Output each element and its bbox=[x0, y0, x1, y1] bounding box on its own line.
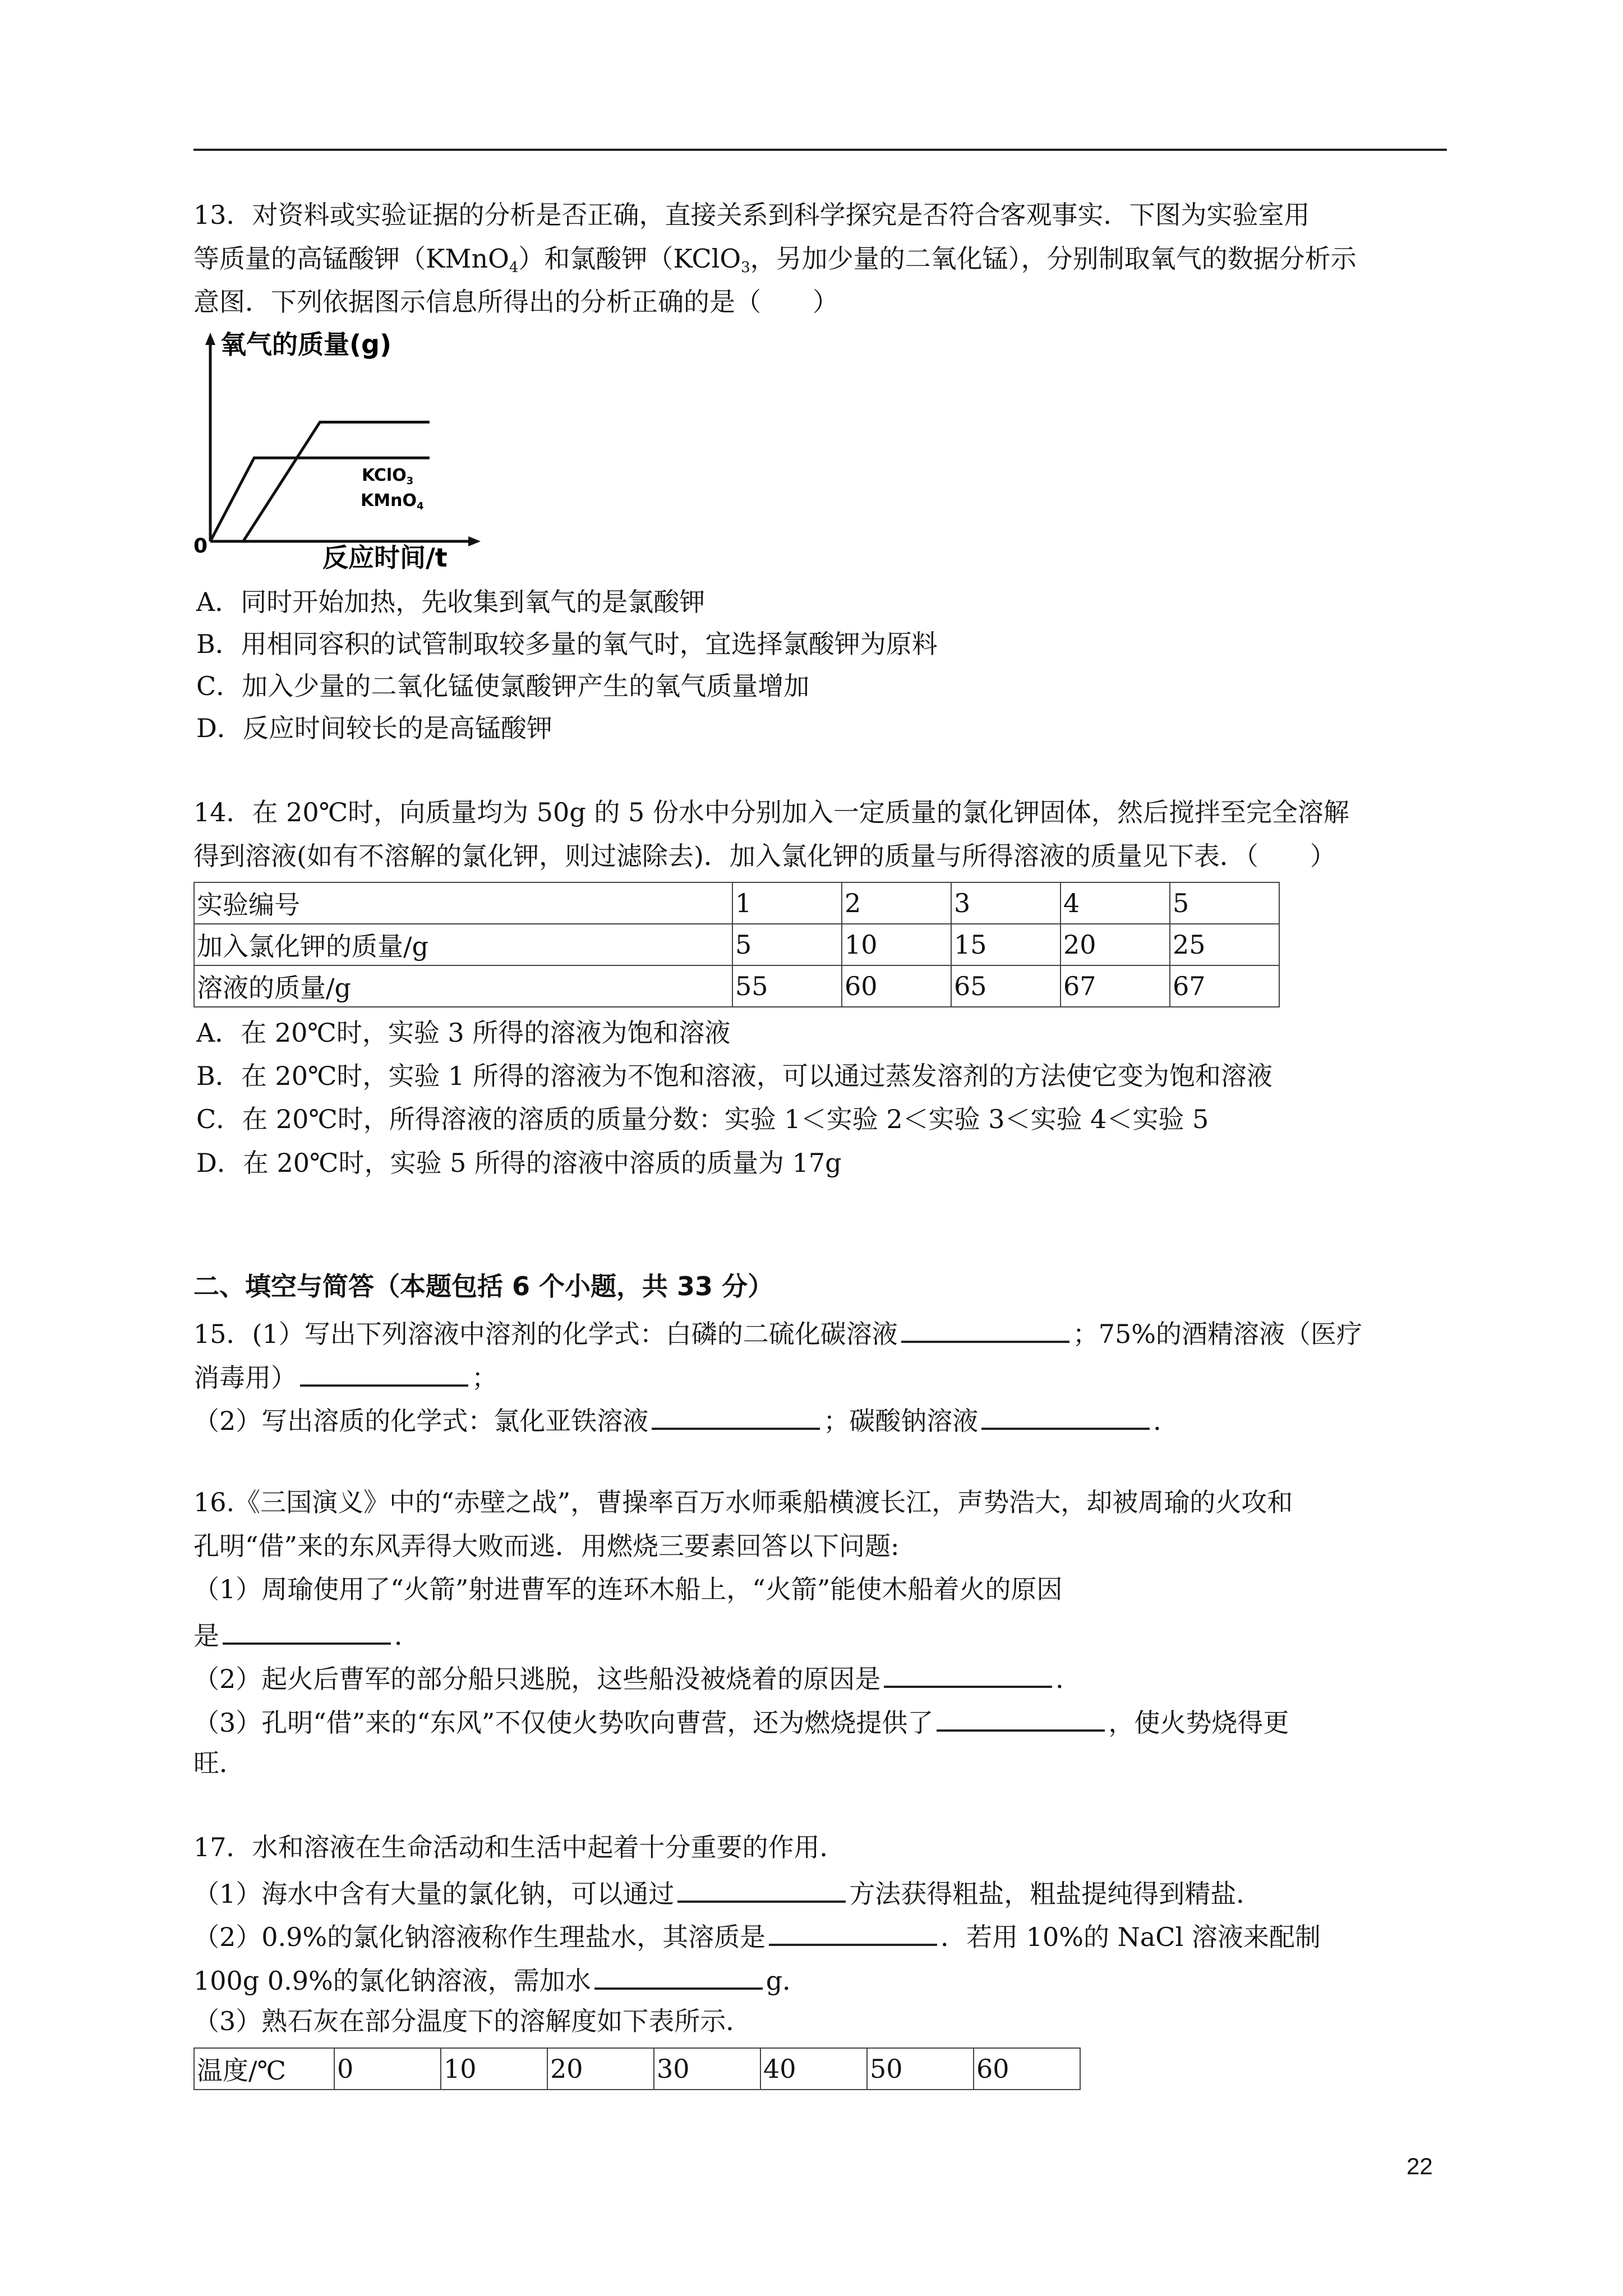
table-row bbox=[194, 924, 1279, 965]
q13-stem-line-2: 等质量的高锰酸钾（KMnO$_4$）和氯酸钾（KClO$_3$，另加少量的二氧化锰），分别制取氧气的数据分析示 bbox=[193, 243, 1357, 276]
q15-line-3: （2）写出溶质的化学式：氯化亚铁溶液 ；碳酸钠溶液 ． bbox=[193, 1406, 1179, 1436]
y-axis-arrow bbox=[205, 333, 215, 345]
q13-option-a: A．同时开始加热，先收集到氧气的是氯酸钾 bbox=[196, 587, 706, 617]
table-cell: 60 bbox=[842, 965, 951, 1007]
table-cell: 40 bbox=[760, 2048, 867, 2090]
table-cell: 5 bbox=[732, 924, 842, 965]
answer-blank[interactable] bbox=[901, 1318, 1069, 1343]
table-cell: 0 bbox=[334, 2048, 441, 2090]
table-cell: 65 bbox=[951, 965, 1061, 1007]
table-cell: 55 bbox=[732, 965, 842, 1007]
table-cell: 1 bbox=[732, 882, 842, 924]
q17-line-5: （3）熟石灰在部分温度下的溶解度如下表所示． bbox=[193, 2006, 752, 2036]
table-cell: 20 bbox=[547, 2048, 654, 2090]
answer-blank[interactable] bbox=[769, 1921, 937, 1946]
x-axis-arrow bbox=[468, 536, 481, 546]
q14-stem-line-1: 14．在 20℃时，向质量均为 50g 的 5 份水中分别加入一定质量的氯化钾固体，然后搅拌至完全溶解 bbox=[193, 797, 1349, 827]
q15-line-1: 15．(1）写出下列溶液中溶剂的化学式：白磷的二硫化碳溶液 ；75%的酒精溶液（医疗 bbox=[193, 1319, 1362, 1349]
q16-line-5: （2）起火后曹军的部分船只逃脱，这些船没被烧着的原因是 ． bbox=[193, 1664, 1082, 1694]
page-number: 22 bbox=[1407, 2153, 1433, 2179]
table-cell: 4 bbox=[1061, 882, 1170, 924]
table-cell: 67 bbox=[1170, 965, 1279, 1007]
table-cell: 3 bbox=[951, 882, 1061, 924]
q16-line-3: （1）周瑜使用了“火箭”射进曹军的连环木船上，“火箭”能使木船着火的原因 bbox=[193, 1574, 1063, 1604]
q17-line-3: （2）0.9%的氯化钠溶液称作生理盐水，其溶质是 ．若用 10%的 NaCl 溶液来配制 bbox=[193, 1922, 1321, 1952]
q13-stem-line-3: 意图．下列依据图示信息所得出的分析正确的是（ ） bbox=[193, 287, 838, 317]
q13-option-d: D．反应时间较长的是高锰酸钾 bbox=[196, 713, 552, 743]
table-cell: 50 bbox=[867, 2048, 974, 2090]
q16-line-1: 16.《三国演义》中的“赤壁之战”，曹操率百万水师乘船横渡长江，声势浩大，却被周瑜的火攻和 bbox=[193, 1487, 1293, 1517]
answer-blank[interactable] bbox=[981, 1405, 1150, 1430]
table-cell: 实验编号 bbox=[194, 882, 732, 924]
table-row bbox=[194, 2048, 1080, 2090]
answer-blank[interactable] bbox=[937, 1707, 1105, 1732]
legend-kclo3: KClO$_3$ bbox=[362, 466, 414, 487]
q13-stem-line-1: 13．对资料或实验证据的分析是否正确，直接关系到科学探究是否符合客观事实．下图为实验室用 bbox=[193, 200, 1310, 230]
table-cell: 15 bbox=[951, 924, 1061, 965]
table-row bbox=[194, 882, 1279, 924]
answer-blank[interactable] bbox=[652, 1405, 820, 1430]
answer-blank[interactable] bbox=[677, 1878, 846, 1903]
table-cell: 加入氯化钾的质量/g bbox=[194, 924, 732, 965]
q14-table bbox=[193, 882, 1280, 1007]
q14-option-c: C．在 20℃时，所得溶液的溶质的质量分数：实验 1＜实验 2＜实验 3＜实验 4＜实验 5 bbox=[196, 1104, 1209, 1134]
section-2-title: 二、填空与简答（本题包括 6 个小题，共 33 分） bbox=[193, 1271, 774, 1301]
q13-option-b: B．用相同容积的试管制取较多量的氧气时，宜选择氯酸钾为原料 bbox=[196, 629, 938, 659]
q16-line-6: （3）孔明“借”来的“东风”不仅使火势吹向曹营，还为燃烧提供了 ，使火势烧得更 bbox=[193, 1708, 1289, 1738]
q17-solubility-table bbox=[193, 2047, 1081, 2090]
answer-blank[interactable] bbox=[594, 1965, 763, 1990]
chart-x-axis-label: 反应时间/t bbox=[322, 542, 448, 572]
q14-option-d: D．在 20℃时，实验 5 所得的溶液中溶质的质量为 17g bbox=[196, 1148, 842, 1178]
answer-blank[interactable] bbox=[884, 1663, 1052, 1688]
answer-blank[interactable] bbox=[223, 1620, 391, 1645]
chart-y-axis-label: 氧气的质量(g) bbox=[220, 331, 391, 360]
table-cell: 10 bbox=[842, 924, 951, 965]
q16-line-4: 是 ． bbox=[193, 1621, 420, 1651]
legend-kmno4: KMnO$_4$ bbox=[361, 491, 424, 512]
q15-line-2: 消毒用） ； bbox=[193, 1363, 497, 1393]
table-cell: 20 bbox=[1061, 924, 1170, 965]
table-cell: 60 bbox=[974, 2048, 1080, 2090]
table-cell: 30 bbox=[654, 2048, 760, 2090]
q16-line-7: 旺． bbox=[193, 1748, 245, 1778]
oxygen-mass-chart bbox=[193, 331, 508, 572]
table-cell: 25 bbox=[1170, 924, 1279, 965]
q17-line-2: （1）海水中含有大量的氯化钠，可以通过 方法获得粗盐，粗盐提纯得到精盐． bbox=[193, 1879, 1262, 1909]
q14-stem-line-2: 得到溶液(如有不溶解的氯化钾，则过滤除去)．加入氯化钾的质量与所得溶液的质量见下表．（ ） bbox=[193, 841, 1336, 871]
q14-option-a: A．在 20℃时，实验 3 所得的溶液为饱和溶液 bbox=[196, 1018, 731, 1048]
chart-axes bbox=[205, 333, 481, 546]
table-cell: 10 bbox=[441, 2048, 547, 2090]
answer-blank[interactable] bbox=[300, 1362, 468, 1387]
q14-option-b: B．在 20℃时，实验 1 所得的溶液为不饱和溶液，可以通过蒸发溶剂的方法使它变为饱和溶液 bbox=[196, 1061, 1272, 1091]
header-rule bbox=[193, 149, 1447, 151]
q17-line-4: 100g 0.9%的氯化钠溶液，需加水 g． bbox=[193, 1966, 809, 1996]
table-cell: 5 bbox=[1170, 882, 1279, 924]
table-cell: 溶液的质量/g bbox=[194, 965, 732, 1007]
table-cell: 67 bbox=[1061, 965, 1170, 1007]
q16-line-2: 孔明“借”来的东风弄得大败而逃．用燃烧三要素回答以下问题: bbox=[193, 1531, 900, 1561]
q13-option-c: C．加入少量的二氧化锰使氯酸钾产生的氧气质量增加 bbox=[196, 671, 810, 701]
table-row bbox=[194, 965, 1279, 1007]
q17-line-1: 17．水和溶液在生命活动和生活中起着十分重要的作用． bbox=[193, 1832, 846, 1862]
chart-origin-label: 0 bbox=[193, 535, 208, 558]
table-cell: 温度/℃ bbox=[194, 2048, 334, 2090]
table-cell: 2 bbox=[842, 882, 951, 924]
